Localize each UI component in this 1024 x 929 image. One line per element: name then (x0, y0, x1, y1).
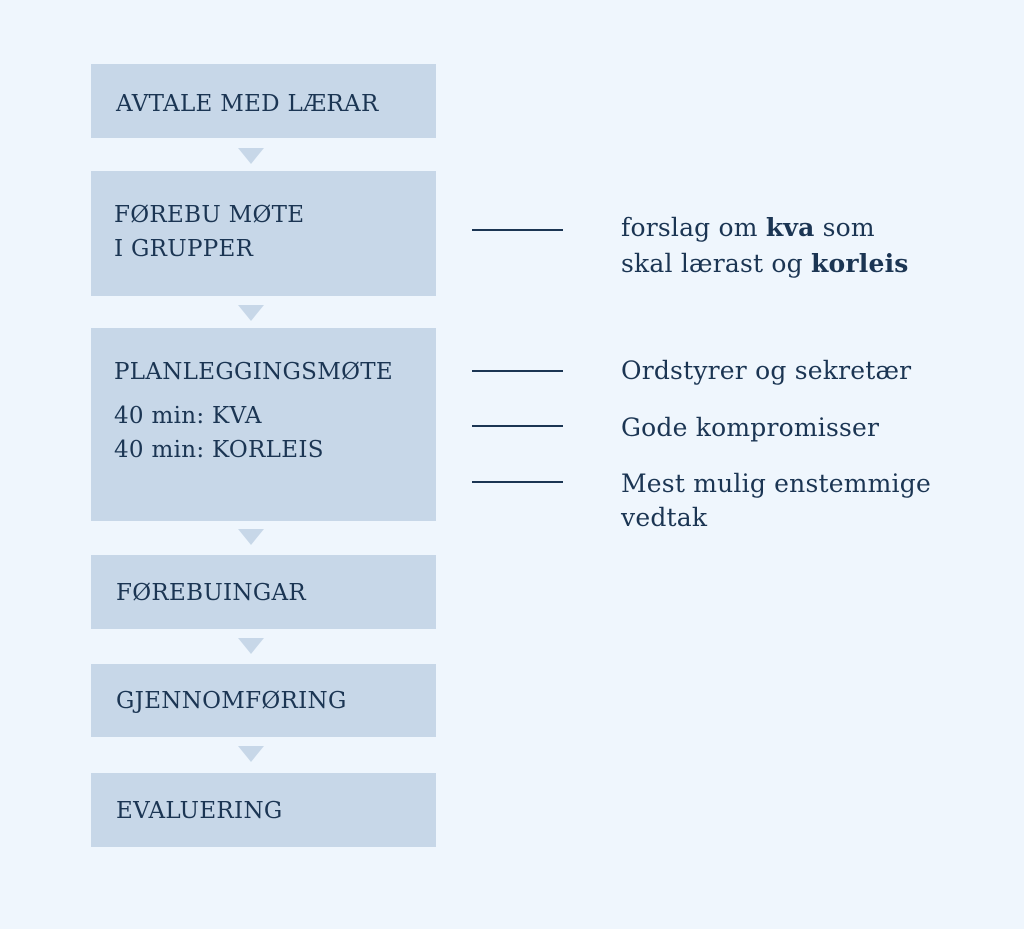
step-detail-korleis: 40 min: KORLEIS (114, 437, 324, 463)
note-text: som (814, 213, 875, 242)
note-line (621, 246, 909, 282)
note-line: Mest mulig enstemmige (621, 469, 931, 498)
down-arrow-icon (238, 746, 264, 762)
step-title: EVALUERING (116, 798, 283, 824)
note-text: Ordstyrer og sekretær (621, 356, 912, 385)
note-line: vedtak (621, 503, 708, 532)
step-title-line2: I GRUPPER (114, 236, 254, 262)
down-arrow-icon (238, 148, 264, 164)
connector-line-compromise (472, 425, 563, 427)
note-prep-proposal (621, 210, 909, 282)
step-title: GJENNOMFØRING (116, 688, 347, 714)
note-text: skal lærast og (621, 249, 811, 278)
step-forebu-mote (91, 171, 436, 296)
step-planleggingsmote (91, 328, 436, 521)
step-forebuingar (91, 555, 436, 629)
note-unanimous (621, 467, 931, 535)
step-detail-kva: 40 min: KVA (114, 403, 262, 429)
step-title: FØREBUINGAR (116, 580, 307, 606)
note-emphasis-kva: kva (765, 213, 815, 242)
note-chair-secretary (621, 353, 911, 389)
connector-line-unanimous (472, 481, 563, 483)
note-line (621, 210, 909, 246)
step-evaluering (91, 773, 436, 847)
step-avtale-med-laerar (91, 64, 436, 138)
note-text: forslag om (621, 213, 766, 242)
down-arrow-icon (238, 305, 264, 321)
step-title: PLANLEGGINGSMØTE (114, 359, 393, 385)
connector-line-chair (472, 370, 563, 372)
step-title-line1: FØREBU MØTE (114, 202, 305, 228)
down-arrow-icon (238, 638, 264, 654)
note-text: Gode kompromisser (621, 413, 880, 442)
down-arrow-icon (238, 529, 264, 545)
connector-line-prep (472, 229, 563, 231)
note-emphasis-korleis: korleis (811, 249, 909, 278)
step-gjennomforing (91, 664, 436, 737)
note-compromise (621, 410, 879, 446)
step-title: AVTALE MED LÆRAR (116, 91, 379, 117)
